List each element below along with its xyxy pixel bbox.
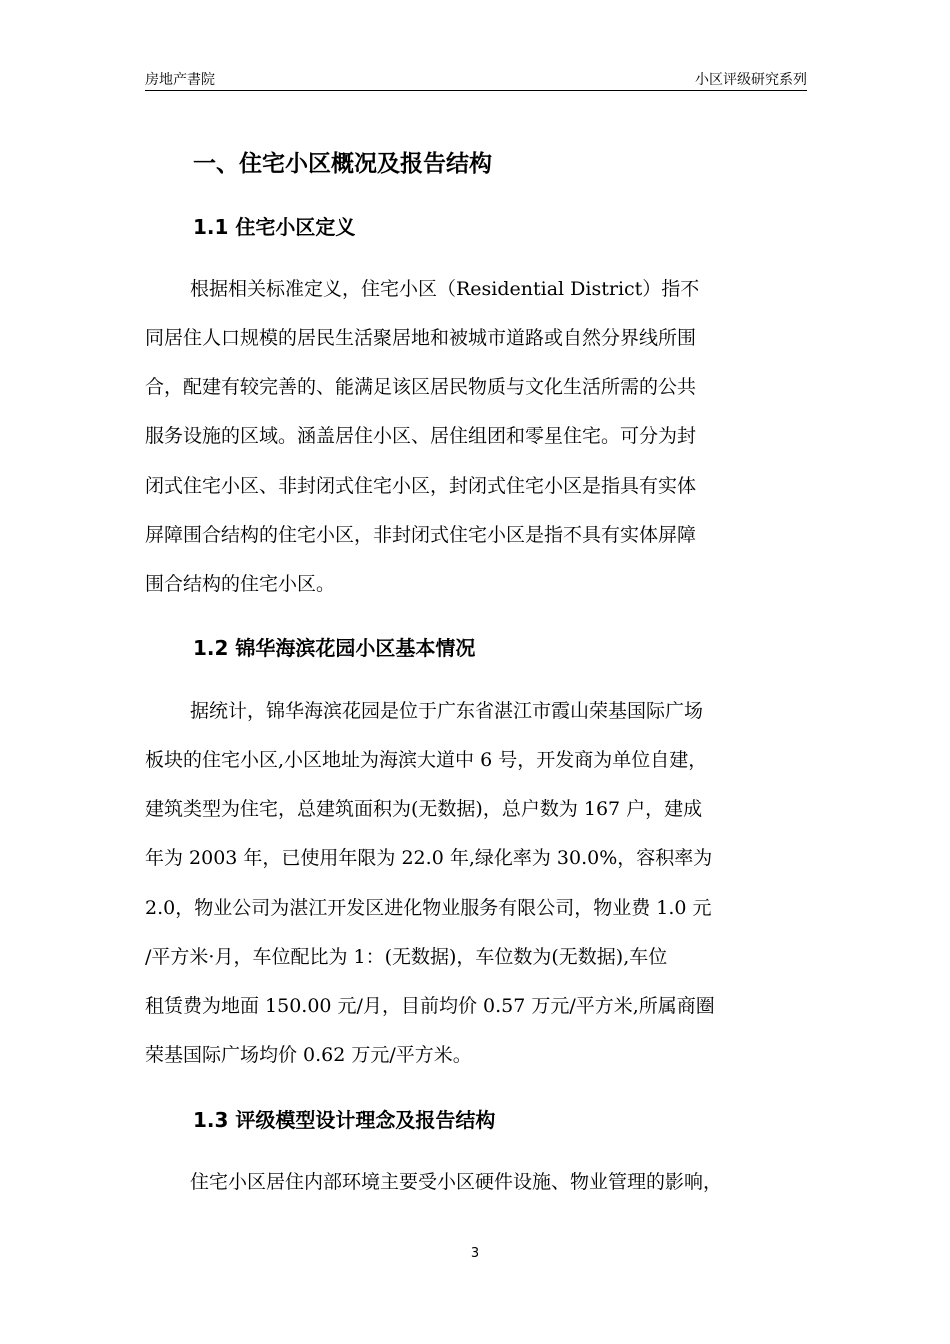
paragraph-line: 闭式住宅小区、非封闭式住宅小区，封闭式住宅小区是指具有实体 <box>145 475 697 497</box>
paragraph-line: 住宅小区居住内部环境主要受小区硬件设施、物业管理的影响， <box>190 1171 723 1193</box>
page-header <box>145 66 807 91</box>
section-title: 一、住宅小区概况及报告结构 <box>193 151 492 177</box>
paragraph-line: 年为 2003 年，已使用年限为 22.0 年,绿化率为 30.0%，容积率为 <box>145 847 713 869</box>
paragraph-line: 荣基国际广场均价 0.62 万元/平方米。 <box>145 1044 472 1066</box>
paragraph-line: 2.0，物业公司为湛江开发区进化物业服务有限公司，物业费 1.0 元 <box>145 897 712 919</box>
paragraph-line: 板块的住宅小区,小区地址为海滨大道中 6 号，开发商为单位自建， <box>145 749 708 771</box>
paragraph-line: 同居住人口规模的居民生活聚居地和被城市道路或自然分界线所围 <box>145 327 697 349</box>
heading-1-2: 1.2 锦华海滨花园小区基本情况 <box>193 636 476 660</box>
paragraph-line: 根据相关标准定义，住宅小区（Residential District）指不 <box>190 278 700 300</box>
paragraph-line: 服务设施的区域。涵盖居住小区、居住组团和零星住宅。可分为封 <box>145 425 697 447</box>
paragraph-line: 合，配建有较完善的、能满足该区居民物质与文化生活所需的公共 <box>145 376 697 398</box>
paragraph-line: /平方米·月，车位配比为 1：(无数据)，车位数为(无数据),车位 <box>145 946 668 968</box>
header-publisher: 房地产書院 <box>145 72 215 88</box>
page-number: 3 <box>470 1246 480 1261</box>
header-series-title: 小区评级研究系列 <box>695 72 807 88</box>
paragraph-line: 围合结构的住宅小区。 <box>145 573 336 595</box>
paragraph-line: 租赁费为地面 150.00 元/月，目前均价 0.57 万元/平方米,所属商圈 <box>145 995 715 1017</box>
paragraph-line: 据统计，锦华海滨花园是位于广东省湛江市霞山荣基国际广场 <box>190 700 704 722</box>
paragraph-line: 建筑类型为住宅，总建筑面积为(无数据)，总户数为 167 户，建成 <box>145 798 703 820</box>
heading-1-1: 1.1 住宅小区定义 <box>193 215 356 239</box>
heading-1-3: 1.3 评级模型设计理念及报告结构 <box>193 1108 496 1132</box>
paragraph-line: 屏障围合结构的住宅小区，非封闭式住宅小区是指不具有实体屏障 <box>145 524 697 546</box>
